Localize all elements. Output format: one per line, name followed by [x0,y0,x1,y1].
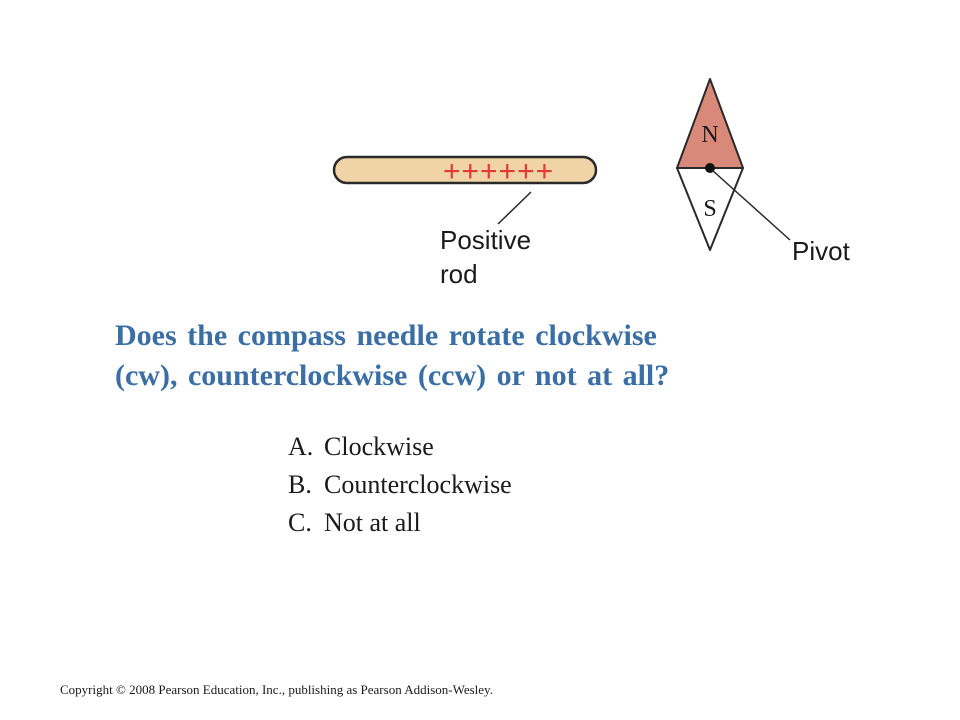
choice-c [288,504,512,542]
compass-needle [677,79,743,250]
question-line-2: (cw), counterclockwise (ccw) or not at all? [115,359,670,392]
choice-a [288,428,512,466]
figure-diagram [0,0,960,300]
positive-rod [334,155,596,188]
choice-b-letter: B. [288,470,312,499]
copyright-notice: Copyright © 2008 Pearson Education, Inc., publishing as Pearson Addison-Wesley. [60,682,493,697]
answer-choices [288,428,512,542]
needle-north-label: N [701,122,719,148]
choice-a-text: Clockwise [324,432,434,461]
choice-b-text: Counterclockwise [324,470,512,499]
rod-charges: ++++++ [443,155,555,188]
choice-a-letter: A. [288,432,314,461]
rod-label-line2: rod [440,259,478,289]
needle-south-label: S [703,196,717,222]
question-text [115,316,855,396]
rod-label-line1: Positive [440,225,532,255]
choice-b [288,466,512,504]
choice-c-letter: C. [288,508,312,537]
choice-c-text: Not at all [324,508,421,537]
pivot-label: Pivot [792,236,850,266]
rod-leader-line [498,192,531,224]
question-line-1: Does the compass needle rotate clockwise [115,319,657,352]
